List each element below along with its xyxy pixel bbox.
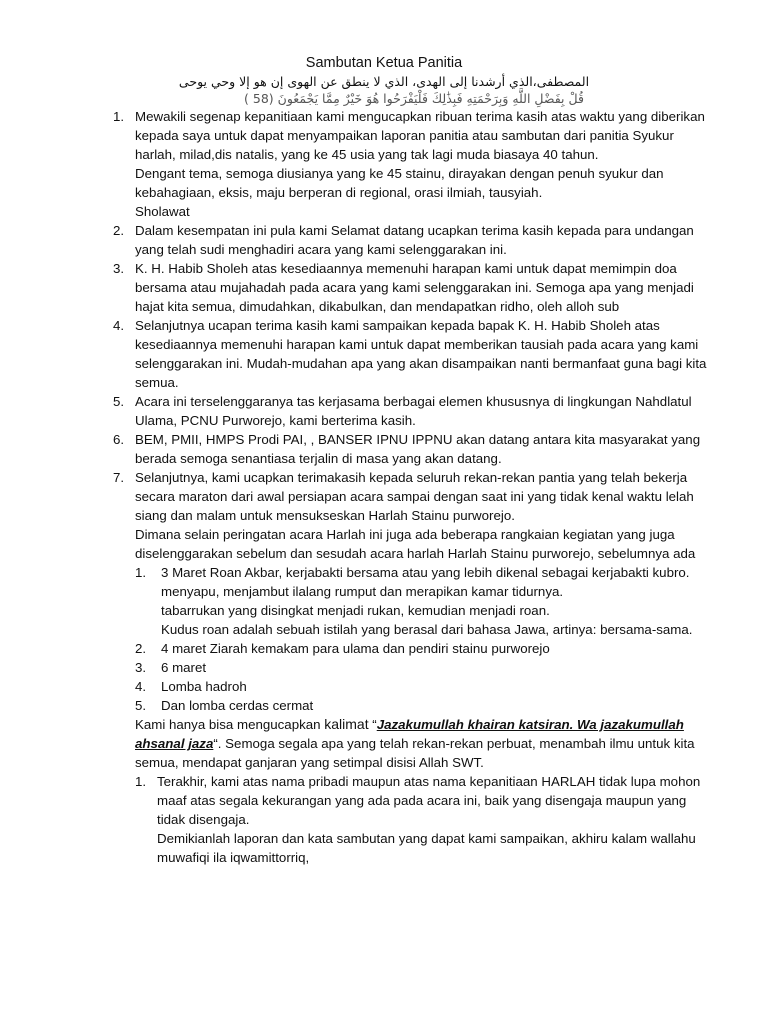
sub-list-item [135,658,716,677]
numbered-list [92,107,716,563]
final-list-item [92,772,716,867]
closing-suffix: . Semoga segala apa yang telah rekan-rekan perbuat, menambah ilmu untuk kita semua, mendapat ganjaran yang setimpal disisi Allah SWT. [135,736,695,770]
list-item-paragraph: Dengant tema, semoga diusianya yang ke 45 stainu, dirayakan dengan penuh syukur dan kebahagiaan, eksis, maju berperan di regional, orasi ilmiah, tausyiah. [135,166,664,200]
sub-list-item-paragraph: tabarrukan yang disingkat menjadi rukan, kemudian menjadi roan. [161,603,550,618]
sub-list-item-number: 4. [135,679,147,694]
sub-list-item-number: 1. [135,565,147,580]
list-item-paragraph: K. H. Habib Sholeh atas kesediaannya memenuhi harapan kami untuk dapat memimpin doa bersama atau mujahadah pada acara yang kami selenggarakan ini. Semoga apa yang menjadi hajat kita semua, dimudahkan, dikabulkan, dan mendapatkan ridho, oleh alloh sub [135,261,694,314]
sub-list-item-paragraph: 6 maret [161,660,207,675]
closing-quote: Jazakumullah khairan katsiran. Wa jazakumullah ahsanal jaza [135,717,684,751]
list-item-paragraph: Dalam kesempatan ini pula kami Selamat datang ucapkan terima kasih kepada para undangan yang telah sudi menghadiri acara yang kami selenggarakan ini. [135,223,694,257]
sub-list-item-paragraph: 3 Maret Roan Akbar, kerjabakti bersama atau yang lebih dikenal sebagai kerjabakti kubro. menyapu, menjambut ilalang rumput dan merapikan kamar tidurnya. [161,565,690,599]
sub-list-item [135,696,716,715]
list-item-number: 7. [113,470,125,485]
list-item [92,221,716,259]
sub-list-item [135,639,716,658]
sub-list-item-paragraph: 4 maret Ziarah kemakam para ulama dan pendiri stainu purworejo [161,641,550,656]
list-item-number: 4. [113,318,125,333]
list-item-paragraph: BEM, PMII, HMPS Prodi PAI, , BANSER IPNU IPPNU akan datang antara kita masyarakat yang berada semoga senantiasa terjalin di masa yang akan datang. [135,432,701,466]
list-item-number: 1. [113,109,125,124]
final-item-paragraph: Terakhir, kami atas nama pribadi maupun atas nama kepanitiaan HARLAH tidak lupa mohon maaf atas segala kekurangan yang ada pada acara ini, baik yang disengaja maupun yang tidak disengaja. [157,774,701,827]
final-item-paragraph: Demikianlah laporan dan kata sambutan yang dapat kami sampaikan, akhiru kalam wallahu muwafiqi ila iqwamittorriq, [157,831,696,865]
arabic-verse-line-2: قُلْ بِفَضْلِ اللَّهِ وَبِرَحْمَتِهِ فَبِذَٰلِكَ فَلْيَفْرَحُوا هُوَ خَيْرٌ مِمَّا يَجْمَعُونَ (58 ) [244,91,584,106]
list-item [92,392,716,430]
sub-list-item-paragraph: Kudus roan adalah sebuah istilah yang berasal dari bahasa Jawa, artinya: bersama-sama. [161,622,693,637]
arabic-verse-line-1: المصطفى،الذي أرشدنا إلى الهدى، الذي لا ينطق عن الهوى إن هو إلا وحي يوحى [178,74,590,89]
sub-list-item [135,677,716,696]
list-item-paragraph: Sholawat [135,204,190,219]
sub-list [92,563,716,715]
close-quote: “ [213,736,218,751]
list-item-paragraph: Dimana selain peringatan acara Harlah ini juga ada beberapa rangkaian kegiatan yang juga diselenggarakan sebelum dan sesudah acara harlah Harlah Stainu purworejo, sebelumnya ada [135,527,696,561]
open-quote: “ [368,717,377,732]
final-item-number: 1. [135,774,147,789]
sub-list-item-paragraph: Dan lomba cerdas cermat [161,698,314,713]
list-item [92,259,716,316]
list-item-paragraph: Selanjutnya, kami ucapkan terimakasih kepada seluruh rekan-rekan pantia yang telah bekerja secara maraton dari awal persiapan acara sampai dengan saat ini yang tidak kenal waktu lelah siang dan malam untuk mensukseskan Harlah Stainu purworejo. [135,470,694,523]
document-body [92,107,716,867]
list-item-paragraph: Mewakili segenap kepanitiaan kami mengucapkan ribuan terima kasih atas waktu yang diberikan kepada saya untuk dapat menyampaikan laporan panitia atau sambutan dari panitia Syukur harlah, milad,dis natalis, yang ke 45 usia yang tak lagi muda biasaya 40 tahun. [135,109,705,162]
sub-list-item-paragraph: Lomba hadroh [161,679,247,694]
list-item-number: 6. [113,432,125,447]
sub-list-item-number: 5. [135,698,147,713]
list-item [92,107,716,221]
list-item-paragraph: Acara ini terselenggaranya tas kerjasama berbagai elemen khususnya di lingkungan Nahdlatul Ulama, PCNU Purworejo, kami berterima kasih. [135,394,692,428]
list-item [92,430,716,468]
sub-list-item-number: 2. [135,641,147,656]
list-item-number: 2. [113,223,125,238]
list-item [92,468,716,563]
list-item [92,316,716,392]
closing-kalimat: kalimat [324,716,369,732]
closing-paragraph [92,715,716,772]
sub-list-item-number: 3. [135,660,147,675]
sub-list-item [135,563,716,639]
list-item-number: 5. [113,394,125,409]
list-item-paragraph: Selanjutnya ucapan terima kasih kami sampaikan kepada bapak K. H. Habib Sholeh atas kesediaannya memenuhi harapan kami untuk dapat memberikan tausiah pada acara yang kami selenggarakan ini. Mudah-mudahan apa yang akan disampaikan nanti bermanfaat guna bagi kita semua. [135,318,707,390]
document-title: Sambutan Ketua Panitia [305,55,463,71]
closing-prefix: Kami hanya bisa mengucapkan [135,717,325,732]
list-item-number: 3. [113,261,125,276]
